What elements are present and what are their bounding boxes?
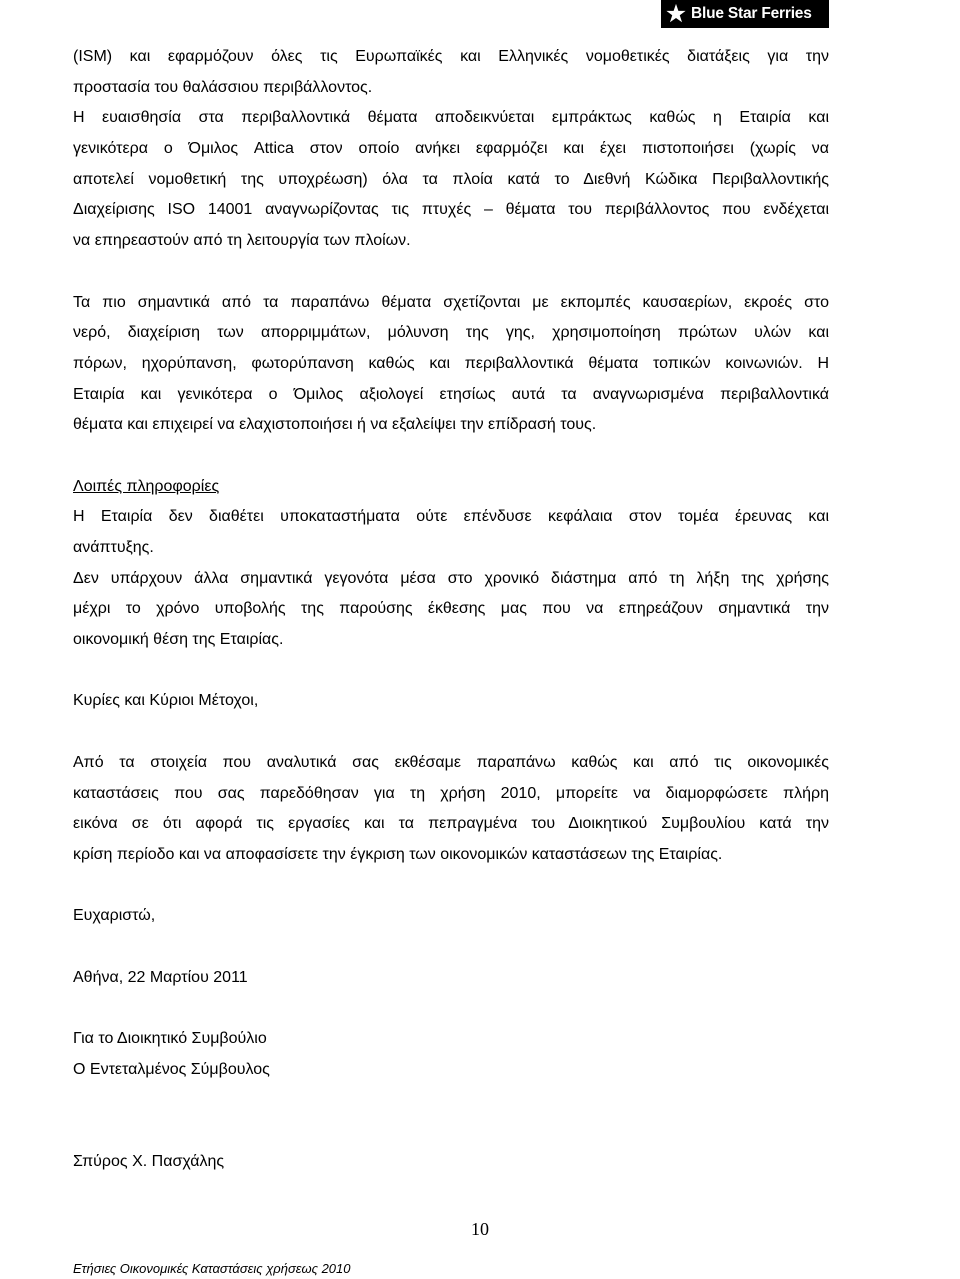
text-line: ανάπτυξης. (73, 539, 154, 556)
other-info-heading: Λοιπές πληροφορίες (73, 477, 220, 495)
text-line: Η ευαισθησία στα περιβαλλοντικά θέματα αποδεικνύεται εμπράκτως καθώς η Εταιρία και (73, 109, 829, 127)
text-line: νερό, διαχείριση των απορριμμάτων, μόλυνση της γης, χρησιμοποίηση πρώτων υλών και (73, 324, 829, 342)
star-icon (665, 3, 687, 25)
document-body (73, 42, 829, 1177)
text-line: Εταιρία και γενικότερα ο Όμιλος αξιολογεί ετησίως αυτά τα αναγνωρισμένα περιβαλλοντικά (73, 385, 829, 403)
paragraph-environment-regulations (73, 42, 829, 257)
page-number: 10 (471, 1219, 489, 1239)
text-line: κρίση περίοδο και να αποφασίσετε την έγκριση των οικονομικών καταστάσεων της Εταιρίας. (73, 845, 723, 863)
footer-text: Ετήσιες Οικονομικές Καταστάσεις χρήσεως 2010 (73, 1261, 351, 1276)
company-logo (661, 0, 829, 28)
logo-text: Blue Star Ferries (691, 5, 812, 22)
text-line: Δεν υπάρχουν άλλα σημαντικά γεγονότα μέσα στο χρονικό διάστημα από τη λήξη της χρήσης (73, 569, 829, 587)
text-line: προστασία του θαλάσσιου περιβάλλοντος. (73, 78, 373, 96)
signer-name: Σπύρος Χ. Πασχάλης (73, 1152, 225, 1170)
salutation: Κυρίες και Κύριοι Μέτοχοι, (73, 692, 259, 710)
place-date: Αθήνα, 22 Μαρτίου 2011 (73, 968, 248, 986)
text-line: θέματα και επιχειρεί να ελαχιστοποιήσει ή να εξαλείψει την επίδρασή τους. (73, 416, 597, 434)
text-line: Η Εταιρία δεν διαθέτει υποκαταστήματα ούτε επένδυσε κεφάλαια στον τομέα έρευνας και (73, 508, 829, 526)
paragraph-environmental-issues (73, 288, 829, 441)
text-line: αποτελεί νομοθετική της υποχρέωση) όλα τα πλοία κατά το Διεθνή Κώδικα Περιβαλλοντικής (73, 170, 829, 188)
text-line: μέχρι το χρόνο υποβολής της παρούσης έκθεσης μας που να επηρεάζουν σημαντικά την (73, 600, 829, 618)
text-line: Από τα στοιχεία που αναλυτικά σας εκθέσαμε παραπάνω καθώς και από τις οικονομικές (73, 753, 829, 771)
signature-board: Για το Διοικητικό Συμβούλιο (73, 1030, 267, 1047)
text-line: να επηρεαστούν από τη λειτουργία των πλοίων. (73, 232, 411, 250)
paragraph-approval (73, 748, 829, 871)
text-line: οικονομική θέση της Εταιρίας. (73, 631, 284, 649)
text-line: Τα πιο σημαντικά από τα παραπάνω θέματα σχετίζονται με εκπομπές καυσαερίων, εκροές στο (73, 293, 829, 311)
text-line: εικόνα σε ότι αφορά τις εργασίες και τα πεπραγμένα του Διοικητικού Συμβουλίου κατά την (73, 815, 829, 833)
text-line: (ISM) και εφαρμόζουν όλες τις Ευρωπαϊκές και Ελληνικές νομοθετικές διατάξεις για την (73, 48, 829, 65)
text-line: καταστάσεις που σας παρεδόθησαν για τη χρήση 2010, μπορείτε να διαμορφώσετε πλήρη (73, 784, 829, 802)
text-line: Διαχείρισης ISO 14001 αναγνωρίζοντας τις πτυχές – θέματα του περιβάλλοντος που ενδέχεται (73, 201, 829, 219)
paragraph-other-info (73, 502, 829, 655)
closing-thanks: Ευχαριστώ, (73, 907, 156, 925)
text-line: πόρων, ηχορύπανση, φωτορύπανση καθώς και περιβαλλοντικά θέματα τοπικών κοινωνιών. Η (73, 354, 829, 372)
signature-role: Ο Εντεταλμένος Σύμβουλος (73, 1060, 270, 1078)
text-line: γενικότερα ο Όμιλος Attica στον οποίο ανήκει εφαρμόζει και έχει πιστοποιήσει (χωρίς να (73, 140, 829, 158)
